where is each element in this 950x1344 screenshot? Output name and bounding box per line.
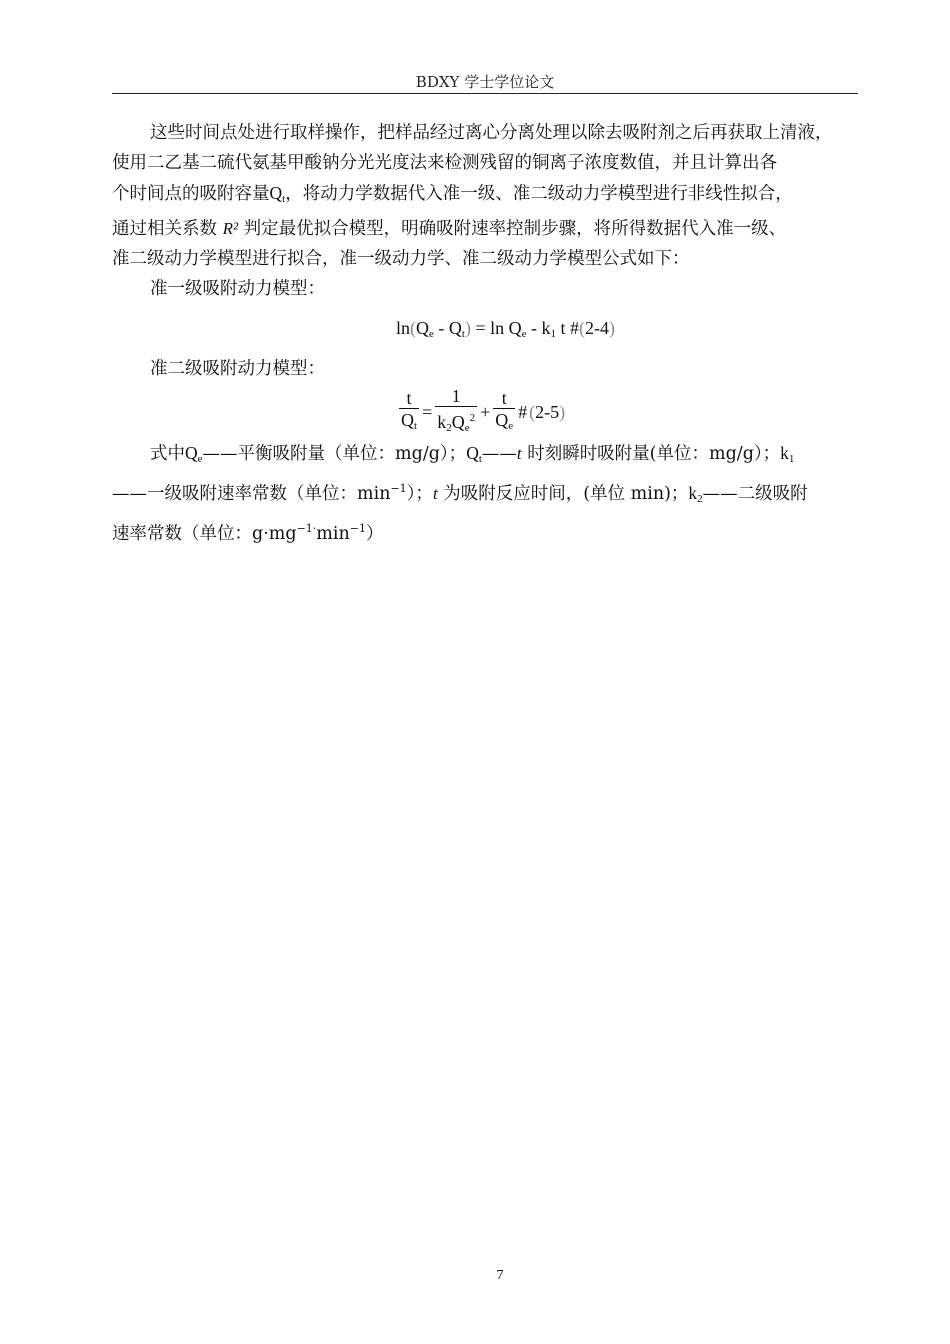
body-text: [112, 118, 864, 304]
label-first-order: 准一级吸附动力模型：: [150, 279, 325, 299]
symbol-k2: $k_2$: [688, 483, 703, 505]
text-span: 这些时间点处进行取样操作，把样品经过离心分离处理以除去吸附剂之后再获取上清液，: [150, 123, 833, 143]
definitions-line: ——一级吸附速率常数（单位：$\min^{-1}$）；t 为吸附反应时间，(单位 min)；$k_2——$二级吸附: [112, 482, 808, 505]
definitions-line: 速率常数（单位：$g\cdot mg^{-1\cdot}\min^{-1}$）: [112, 522, 384, 544]
symbol-r2: R²: [222, 219, 239, 238]
text-span: 使用二乙基二硫代氨基甲酸钠分光光度法来检测残留的铜离子浓度数值，并且计算出各: [112, 153, 777, 173]
header-rule: [112, 93, 858, 94]
definitions-line: 式中$Q_e——$平衡吸附量（单位：mg/g）；$Q_t——t$ 时刻瞬时吸附量(单位：mg/g）；$k_1$: [150, 443, 795, 465]
symbol-k1: $k_1$: [780, 443, 795, 465]
symbol-qt: $Q_t$: [466, 443, 482, 465]
text-span: 通过相关系数: [112, 219, 223, 239]
symbol-qe: $Q_e$: [185, 443, 203, 465]
paragraph-line: [112, 178, 864, 214]
fraction-t-over-qe: $\frac{t}{Q_e}$: [493, 388, 515, 437]
paragraph-line: [112, 244, 864, 274]
text-span: 判定最优拟合模型，明确吸附速率控制步骤，将所得数据代入准一级、: [238, 219, 787, 239]
body-text-3: [112, 438, 864, 549]
equation-2-5: $\frac{t}{Q_t}$ = $\frac{1}{k_2Q_e^2}$ + $\frac{t}{Q_e}$ # ( 2-5 ): [398, 386, 565, 439]
paragraph-line: [112, 214, 864, 244]
text-span: ，将动力学数据代入准一级、准二级动力学模型进行非线性拟合，: [285, 184, 793, 204]
symbol-qt: $Q_t$: [269, 183, 286, 205]
fraction-one-over-k2qe2: $\frac{1}{k_2Q_e^2}$: [435, 386, 477, 439]
paragraph-line: [112, 118, 864, 148]
paragraph-line: [112, 148, 864, 178]
equation-2-4: $\ln(Q_e - Q_t) = \ln Q_e - k_1$ t #(2-4): [396, 318, 616, 340]
body-text-2: [112, 354, 864, 384]
text-span: 个时间点的吸附容量: [112, 184, 270, 204]
running-header: BDXY 学士学位论文: [415, 73, 555, 91]
fraction-t-over-qt: $\frac{t}{Q_t}$: [399, 388, 419, 437]
page-number: 7: [496, 1268, 504, 1283]
label-second-order: 准二级吸附动力模型：: [150, 359, 325, 379]
text-span: 准二级动力学模型进行拟合，准一级动力学、准二级动力学模型公式如下：: [112, 249, 690, 269]
